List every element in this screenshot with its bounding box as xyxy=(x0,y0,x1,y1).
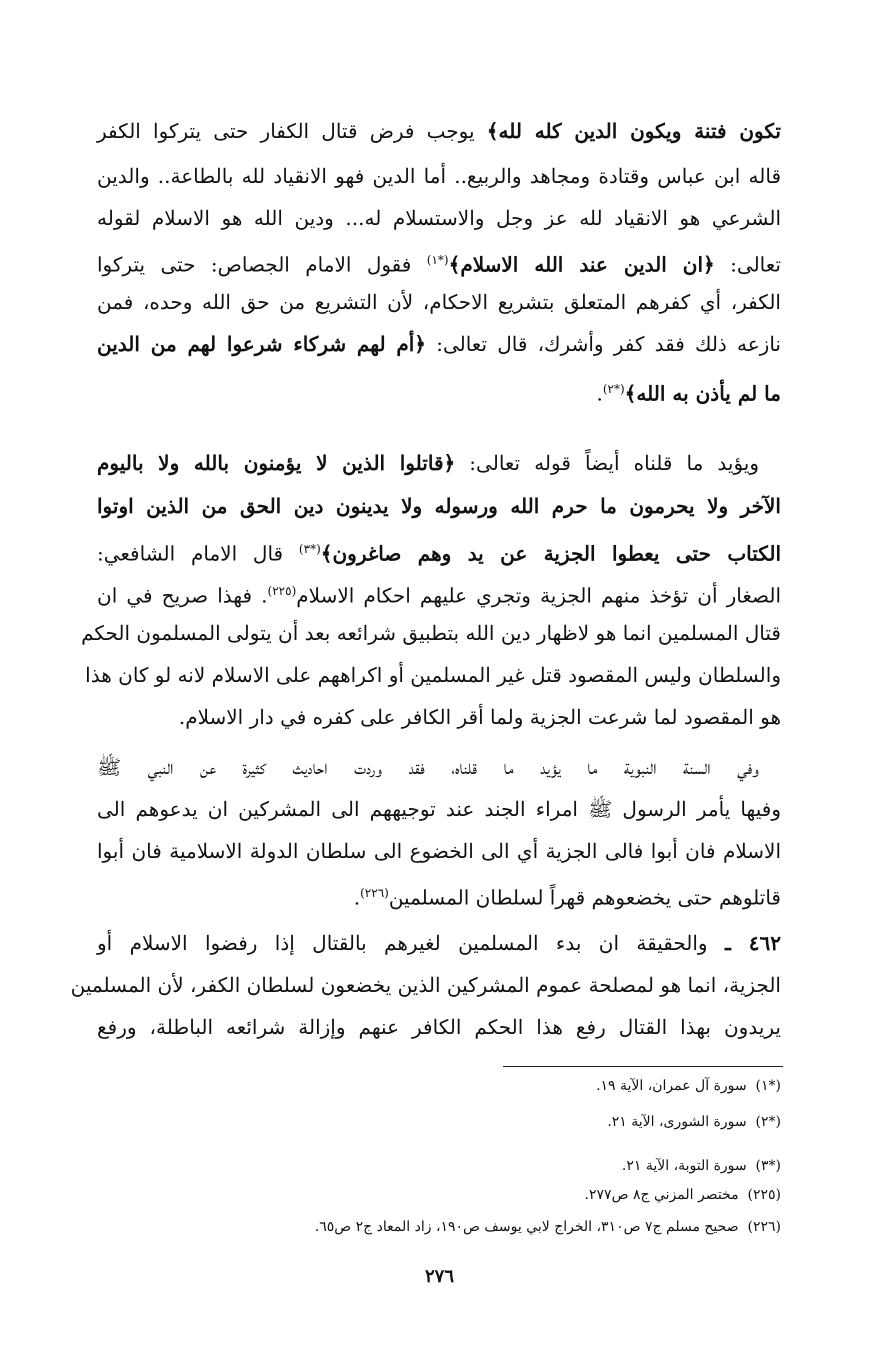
footnote xyxy=(97,1184,781,1206)
text-run: تعالى: xyxy=(714,252,781,277)
text-line xyxy=(97,329,781,359)
text-run: قال الامام الشافعي: xyxy=(97,541,299,566)
footnote-ref: (*٣) xyxy=(298,542,321,556)
page-number: ٢٧٦ xyxy=(424,1266,454,1287)
footnote-number: (٢٢٦) xyxy=(747,1219,781,1235)
footnote-ref: (٢٢٦) xyxy=(360,886,389,900)
text-line: الاسلام فان أبوا فالى الجزية أي الى الخضوع الى سلطان الدولة الاسلامية فان أبوا xyxy=(97,839,781,863)
footnote-number: (*١) xyxy=(755,1078,781,1094)
footnote-number: (٢٢٥) xyxy=(747,1187,781,1203)
text-line xyxy=(97,245,781,280)
footnote-ref: (*١) xyxy=(426,253,449,267)
footnote-ref: (*٢) xyxy=(602,382,625,396)
text-run: . xyxy=(596,381,603,406)
text-line xyxy=(97,374,781,409)
text-line: هو المقصود لما شرعت الجزية ولما أقر الكافر على كفره في دار الاسلام. xyxy=(178,705,781,729)
footnote-text: سورة التوبة، الآية ٢١. xyxy=(621,1158,747,1174)
paragraph-number: ٤٦٢ ـ xyxy=(724,931,781,955)
quran-quote: ما لم يأذن به الله﴾ xyxy=(624,381,781,406)
text-line: الكفر، أي كفرهم المتعلق بتشريع الاحكام، لأن التشريع من حق الله وحده، فمن xyxy=(97,290,781,314)
footnote xyxy=(97,1075,781,1097)
text-run: . فهذا صريح في ان xyxy=(97,583,268,608)
quran-quote: ﴿ان الدين عند الله الاسلام﴾ xyxy=(448,252,715,277)
footnote xyxy=(97,1216,781,1238)
footnote-text: صحيح مسلم ج٧ ص٣١٠، الخراج لابي يوسف ص١٩٠، زاد المعاد ج٢ ص٦٥. xyxy=(314,1219,739,1235)
text-line: وفيها يأمر الرسول ﷺ امراء الجند عند توجيههم الى المشركين ان يدعوهم الى xyxy=(97,797,781,821)
text-line: وفي السنة النبوية ما يؤيد ما قلناه، فقد وردت احاديث كثيرة عن النبي ﷺ xyxy=(97,755,759,779)
text-line: قتال المسلمين انما هو لاظهار دين الله بتطبيق شرائعه بعد أن يتولى المسلمون الحكم xyxy=(81,621,781,645)
text-line xyxy=(97,878,781,913)
text-run: قاتلوهم حتى يخضعوهم قهراً لسلطان المسلمين xyxy=(388,885,781,910)
text-line: والسلطان وليس المقصود قتل غير المسلمين أو اكراههم على الاسلام لانه لو كان هذا xyxy=(85,663,781,687)
footnote-text: سورة آل عمران، الآية ١٩. xyxy=(596,1078,747,1094)
text-line: قاله ابن عباس وقتادة ومجاهد والربيع.. أما الدين فهو الانقياد لله بالطاعة.. والدين xyxy=(97,164,781,188)
footnote-number: (*٣) xyxy=(755,1158,781,1174)
text-line: الجزية، انما هو لمصلحة عموم المشركين الذين يخضعون لسلطان الكفر، لأن المسلمين xyxy=(70,973,781,997)
text-line xyxy=(97,576,781,611)
text-line xyxy=(97,928,781,958)
text-line: الشرعي هو الانقياد لله عز وجل والاستسلام له... ودين الله هو الاسلام لقوله xyxy=(97,206,781,230)
text-line: يريدون بهذا القتال رفع هذا الحكم الكافر عنهم وإزالة شرائعه الباطلة، ورفع xyxy=(97,1015,781,1039)
text-run: الصغار أن تؤخذ منهم الجزية وتجري عليهم احكام الاسلام xyxy=(296,583,782,608)
text-run: ويؤيد ما قلناه أيضاً قوله تعالى: xyxy=(455,451,759,475)
quran-quote: تكون فتنة ويكون الدين كله لله﴾ xyxy=(486,119,781,143)
footnote-text: مختصر المزني ج٨ ص٢٧٧. xyxy=(584,1187,739,1203)
quran-quote: الكتاب حتى يعطوا الجزية عن يد وهم صاغرون﴾ xyxy=(320,541,781,566)
footnote xyxy=(97,1111,781,1133)
footnote-number: (*٢) xyxy=(755,1114,781,1130)
text-run: فقول الامام الجصاص: حتى يتركوا xyxy=(97,252,427,277)
quran-quote: الآخر ولا يحرمون ما حرم الله ورسوله ولا يدينون دين الحق من الذين اوتوا xyxy=(97,494,781,518)
footnote xyxy=(97,1155,781,1177)
text-line xyxy=(97,534,781,569)
footnote-ref: (٢٢٥) xyxy=(267,584,297,598)
quran-quote: ﴿أم لهم شركاء شرعوا لهم من الدين xyxy=(97,332,427,356)
quran-quote: ﴿قاتلوا الذين لا يؤمنون بالله ولا باليوم xyxy=(97,451,456,475)
footnote-separator xyxy=(503,1066,783,1067)
text-run: . xyxy=(353,885,361,910)
footnote-text: سورة الشورى، الآية ٢١. xyxy=(607,1114,747,1130)
text-run: يوجب فرض قتال الكفار حتى يتركوا الكفر xyxy=(97,119,487,143)
text-run: والحقيقة ان بدء المسلمين لغيرهم بالقتال إذا رفضوا الاسلام أو xyxy=(97,931,725,955)
text-line xyxy=(97,448,781,478)
text-run: نازعه ذلك فقد كفر وأشرك، قال تعالى: xyxy=(426,332,781,356)
text-line xyxy=(97,116,781,146)
